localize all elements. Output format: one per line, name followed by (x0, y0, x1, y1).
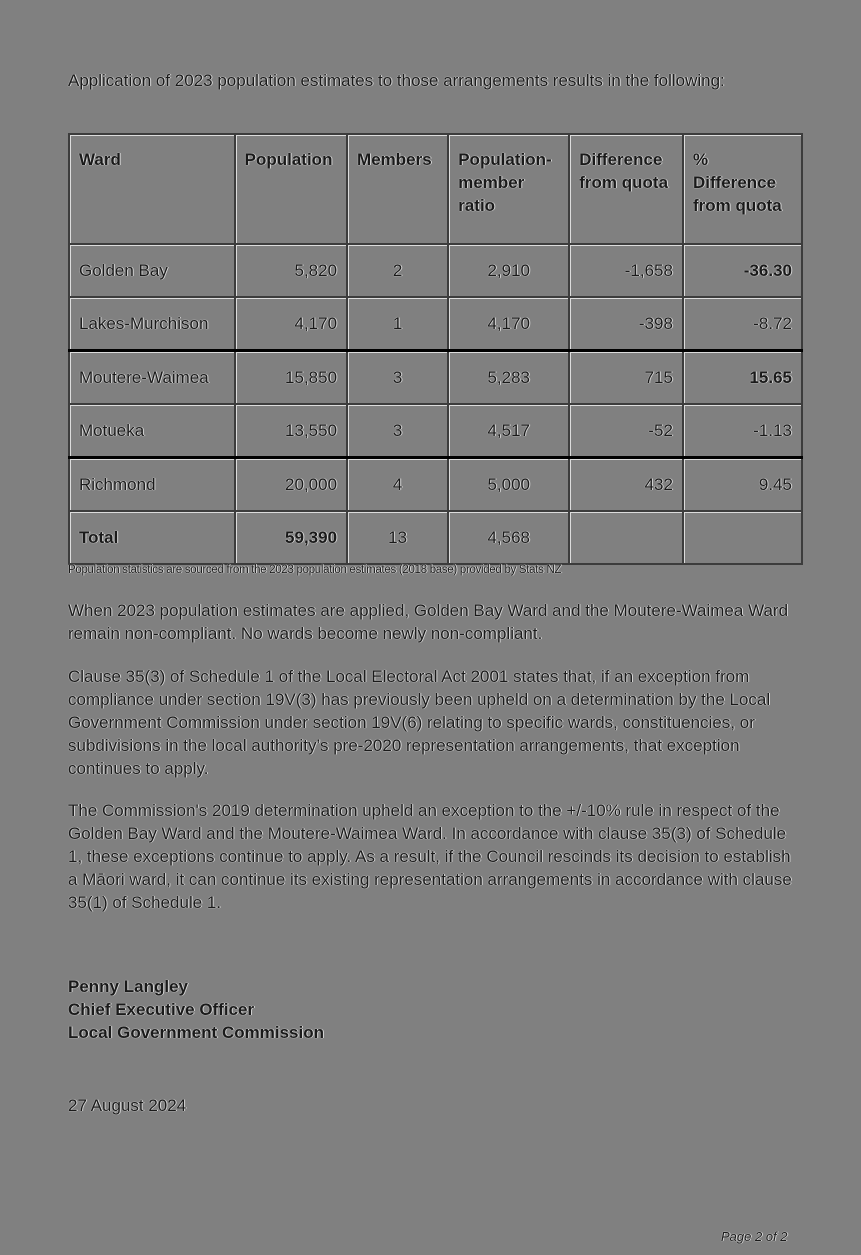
paragraph-clause: Clause 35(3) of Schedule 1 of the Local Electoral Act 2001 states that, if an exception from compliance under section 19V(3) has previously been upheld on a determination by the Local Government Commission under section 19V(6) relating to specific wards, constituencies, or subdivisions in the local authority’s pre-2020 representation arrangements, that exception continues to apply. (68, 667, 771, 778)
cell-difference: -52 (569, 404, 683, 458)
cell-pct: 9.45 (683, 458, 802, 512)
cell-ward: Moutere-Waimea (69, 351, 235, 405)
cell-total-members: 13 (347, 511, 448, 564)
header-population: Population (235, 134, 347, 244)
cell-population: 15,850 (235, 351, 347, 405)
table-header-row (69, 134, 802, 244)
cell-members: 4 (347, 458, 448, 512)
signature-block (68, 975, 324, 1044)
cell-total-difference (569, 511, 683, 564)
source-note: Population statistics are sourced from the 2023 population estimates (2018 base) provided by Stats NZ (68, 564, 562, 576)
cell-members: 2 (347, 244, 448, 297)
cell-ratio: 2,910 (448, 244, 569, 297)
header-difference: Difference from quota (569, 134, 683, 244)
cell-members: 1 (347, 297, 448, 351)
cell-pct: -8.72 (683, 297, 802, 351)
table-row (69, 404, 802, 458)
cell-members: 3 (347, 404, 448, 458)
cell-ward: Motueka (69, 404, 235, 458)
cell-ward: Lakes-Murchison (69, 297, 235, 351)
cell-difference: 715 (569, 351, 683, 405)
paragraph-compliance: When 2023 population estimates are applied, Golden Bay Ward and the Moutere-Waimea Ward remain non-compliant. No wards become newly non-compliant. (68, 601, 789, 643)
cell-population: 20,000 (235, 458, 347, 512)
header-members: Members (347, 134, 448, 244)
table-row (69, 244, 802, 297)
signatory-name: Penny Langley (68, 977, 188, 996)
table-row (69, 458, 802, 512)
cell-population: 4,170 (235, 297, 347, 351)
cell-total-population: 59,390 (235, 511, 347, 564)
cell-population: 13,550 (235, 404, 347, 458)
intro-text: Application of 2023 population estimates to those arrangements results in the following: (68, 71, 725, 90)
cell-ratio: 5,000 (448, 458, 569, 512)
header-ward: Ward (69, 134, 235, 244)
cell-pct: -1.13 (683, 404, 802, 458)
cell-members: 3 (347, 351, 448, 405)
signatory-title: Chief Executive Officer (68, 1000, 255, 1019)
cell-difference: 432 (569, 458, 683, 512)
cell-pct: -36.30 (683, 244, 802, 297)
table-total-row (69, 511, 802, 564)
cell-difference: -398 (569, 297, 683, 351)
cell-ratio: 5,283 (448, 351, 569, 405)
cell-difference: -1,658 (569, 244, 683, 297)
cell-population: 5,820 (235, 244, 347, 297)
page-number: Page 2 of 2 (721, 1229, 788, 1244)
cell-total-label: Total (69, 511, 235, 564)
cell-pct: 15.65 (683, 351, 802, 405)
cell-total-pct (683, 511, 802, 564)
cell-ratio: 4,170 (448, 297, 569, 351)
document-date: 27 August 2024 (68, 1096, 187, 1115)
signatory-organisation: Local Government Commission (68, 1023, 324, 1042)
cell-ward: Richmond (69, 458, 235, 512)
header-pct-difference: % Difference from quota (683, 134, 802, 244)
population-table (68, 133, 803, 565)
cell-total-ratio: 4,568 (448, 511, 569, 564)
table-row (69, 351, 802, 405)
table-row (69, 297, 802, 351)
paragraph-determination: The Commission's 2019 determination upheld an exception to the +/-10% rule in respect of the Golden Bay Ward and the Moutere-Waimea Ward. In accordance with clause 35(3) of Schedule 1, these exceptions continue to apply. As a result, if the Council rescinds its decision to establish a Māori ward, it can continue its existing representation arrangements in accordance with clause 35(1) of Schedule 1. (68, 801, 792, 912)
cell-ward: Golden Bay (69, 244, 235, 297)
cell-ratio: 4,517 (448, 404, 569, 458)
header-ratio: Population-member ratio (448, 134, 569, 244)
